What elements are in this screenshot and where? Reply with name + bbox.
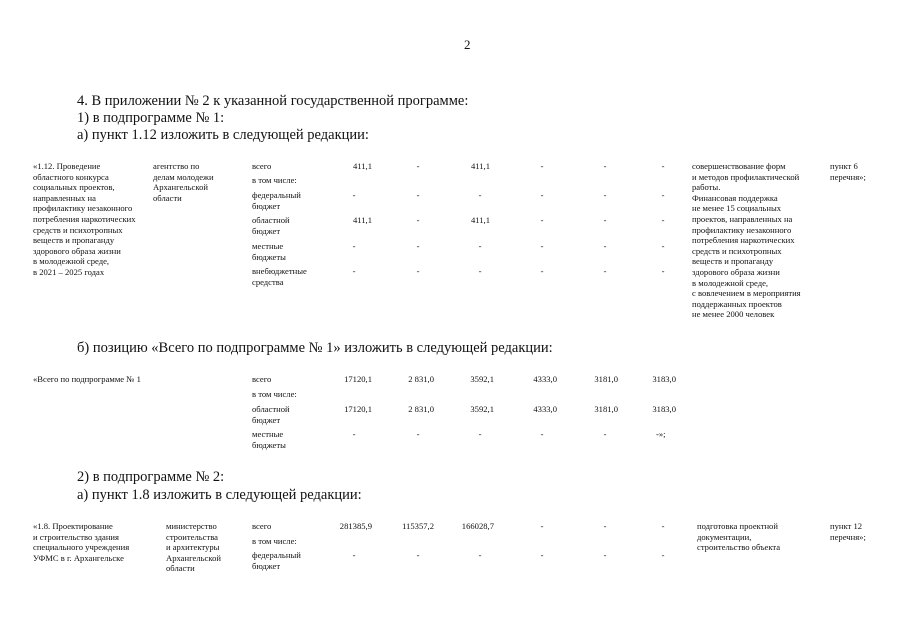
- source-label: областной бюджет: [252, 215, 290, 236]
- heading-b: б) позицию «Всего по подпрограмме № 1» изложить в следующей редакции:: [77, 340, 553, 356]
- value-cell: 411,1: [470, 161, 490, 171]
- value-cell: 3183,0: [652, 404, 676, 414]
- value-cell: -: [416, 161, 420, 171]
- value-cell: -: [416, 215, 420, 225]
- value-cell: -: [478, 266, 482, 276]
- source-label: областной бюджет: [252, 404, 290, 425]
- value-cell: -: [540, 190, 544, 200]
- value-cell: -: [661, 190, 665, 200]
- value-cell: -: [352, 550, 356, 560]
- value-cell: -: [540, 161, 544, 171]
- value-cell: -: [478, 241, 482, 251]
- value-cell: -: [603, 521, 607, 531]
- value-cell: 4333,0: [533, 404, 557, 414]
- source-label: внебюджетные средства: [252, 266, 307, 287]
- heading-line-2: 1) в подпрограмме № 1:: [77, 110, 225, 126]
- value-cell: 411,1: [470, 215, 490, 225]
- expected-result: подготовка проектной документации, строительство объекта: [697, 521, 781, 553]
- value-cell: 3181,0: [594, 374, 618, 384]
- source-label: всего: [252, 374, 272, 384]
- value-cell: -»;: [656, 429, 666, 439]
- value-cell: -: [352, 190, 356, 200]
- source-label: в том числе:: [252, 175, 297, 185]
- value-cell: 166028,7: [461, 521, 494, 531]
- value-cell: -: [416, 266, 420, 276]
- value-cell: -: [416, 190, 420, 200]
- expected-result: совершенствование форм и методов профилактической работы. Финансовая поддержка не менее 15 социальных проектов, направленных на профилактику незаконного потребления наркотических средств и психотропных веществ и пропаганду здорового образа жизни в молодежной среде, с вовлечением в мероприятия поддержанных проектов не менее 2000 человек: [692, 161, 801, 320]
- value-cell: -: [416, 429, 420, 439]
- value-cell: -: [352, 266, 356, 276]
- value-cell: -: [603, 190, 607, 200]
- value-cell: -: [661, 266, 665, 276]
- value-cell: 411,1: [352, 161, 372, 171]
- value-cell: 3183,0: [652, 374, 676, 384]
- value-cell: -: [540, 521, 544, 531]
- reference: пункт 12 перечня»;: [830, 521, 866, 542]
- value-cell: -: [603, 550, 607, 560]
- value-cell: -: [540, 266, 544, 276]
- source-label: в том числе:: [252, 389, 297, 399]
- value-cell: -: [478, 429, 482, 439]
- heading2-line-2: а) пункт 1.8 изложить в следующей редакции:: [77, 487, 362, 503]
- value-cell: -: [416, 241, 420, 251]
- source-label: федеральный бюджет: [252, 190, 301, 211]
- activity-name: «1.12. Проведение областного конкурса социальных проектов, направленных на профилактику незаконного потребления наркотических средств и психотропных веществ и пропаганду здорового образа жизни в молодежной среде, в 2021 – 2025 годах: [33, 161, 136, 277]
- value-cell: -: [540, 215, 544, 225]
- value-cell: -: [603, 266, 607, 276]
- executor: агентство по делам молодежи Архангельской области: [153, 161, 214, 203]
- reference: пункт 6 перечня»;: [830, 161, 866, 182]
- value-cell: 4333,0: [533, 374, 557, 384]
- value-cell: -: [478, 550, 482, 560]
- value-cell: -: [603, 215, 607, 225]
- executor: министерство строительства и архитектуры Архангельской области: [166, 521, 221, 574]
- value-cell: -: [478, 190, 482, 200]
- source-label: федеральный бюджет: [252, 550, 301, 571]
- value-cell: -: [603, 241, 607, 251]
- heading-line-1: 4. В приложении № 2 к указанной государственной программе:: [77, 93, 469, 109]
- activity-name: «1.8. Проектирование и строительство здания специального учреждения УФМС в г. Архангельске: [33, 521, 130, 563]
- value-cell: 411,1: [352, 215, 372, 225]
- value-cell: -: [540, 241, 544, 251]
- value-cell: -: [661, 161, 665, 171]
- value-cell: 17120,1: [344, 404, 372, 414]
- value-cell: -: [416, 550, 420, 560]
- value-cell: 17120,1: [344, 374, 372, 384]
- source-label: в том числе:: [252, 536, 297, 546]
- value-cell: 3592,1: [470, 374, 494, 384]
- heading-line-3: а) пункт 1.12 изложить в следующей редакции:: [77, 127, 369, 143]
- source-label: всего: [252, 161, 272, 171]
- value-cell: 3592,1: [470, 404, 494, 414]
- value-cell: -: [540, 550, 544, 560]
- value-cell: -: [661, 241, 665, 251]
- activity-name: «Всего по подпрограмме № 1: [33, 374, 141, 384]
- value-cell: -: [352, 429, 356, 439]
- value-cell: 3181,0: [594, 404, 618, 414]
- value-cell: -: [603, 161, 607, 171]
- heading2-line-1: 2) в подпрограмме № 2:: [77, 469, 225, 485]
- value-cell: 281385,9: [339, 521, 372, 531]
- value-cell: -: [352, 241, 356, 251]
- value-cell: -: [661, 550, 665, 560]
- page-number: 2: [464, 37, 471, 52]
- source-label: местные бюджеты: [252, 429, 286, 450]
- value-cell: -: [540, 429, 544, 439]
- value-cell: 2 831,0: [408, 374, 434, 384]
- value-cell: 115357,2: [402, 521, 434, 531]
- value-cell: -: [661, 215, 665, 225]
- value-cell: -: [603, 429, 607, 439]
- value-cell: -: [661, 521, 665, 531]
- source-label: местные бюджеты: [252, 241, 286, 262]
- value-cell: 2 831,0: [408, 404, 434, 414]
- source-label: всего: [252, 521, 272, 531]
